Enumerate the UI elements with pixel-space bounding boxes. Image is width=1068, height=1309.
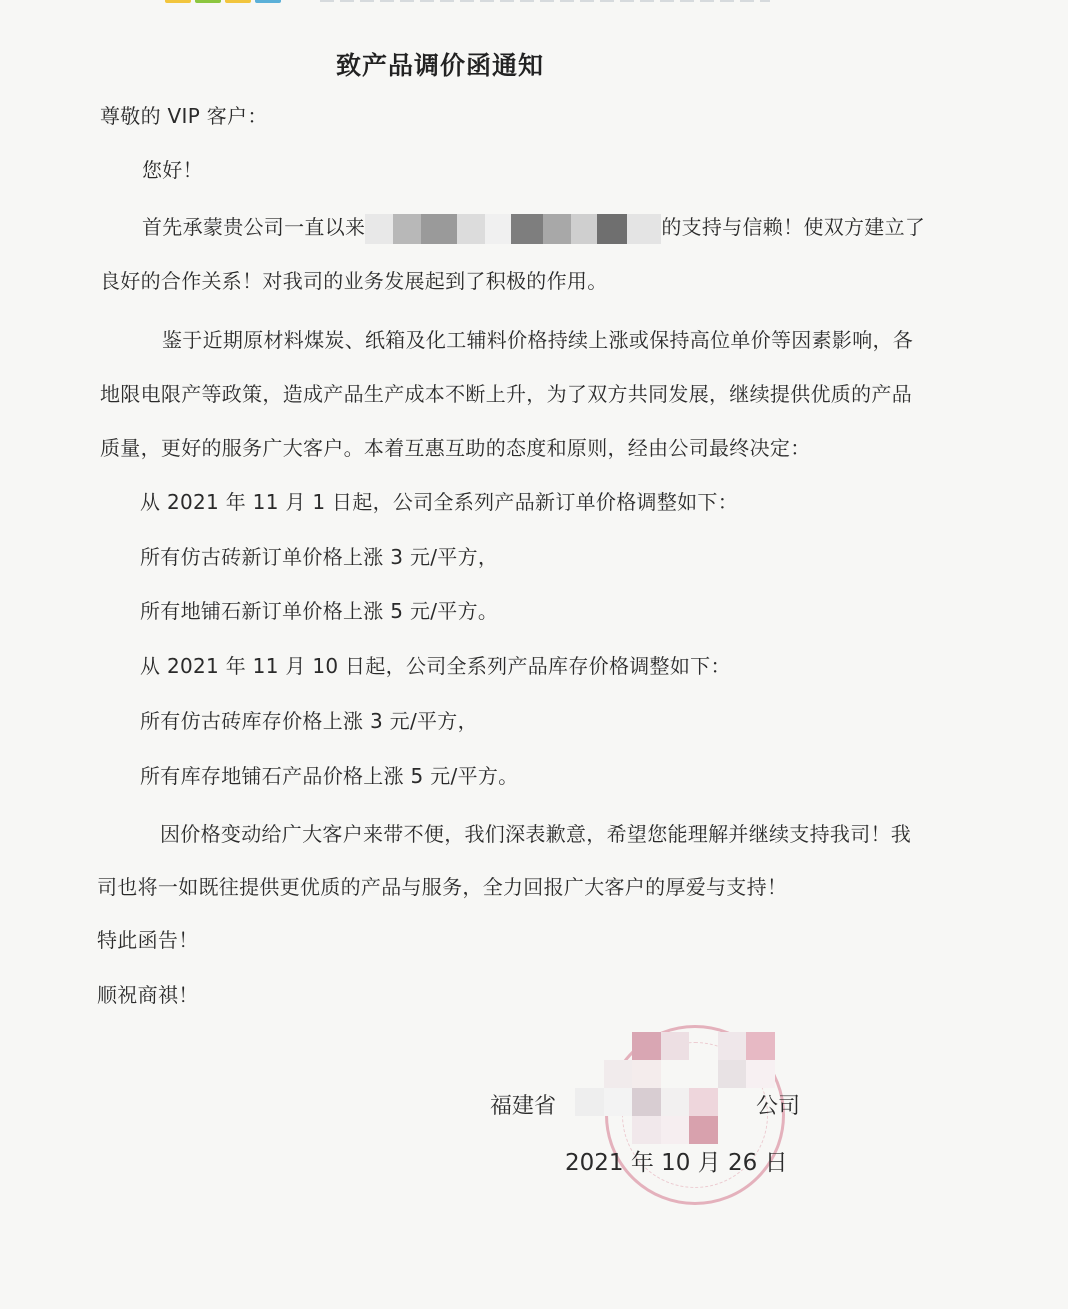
adjustment-1-item-a: 所有仿古砖新订单价格上涨 3 元/平方， [140, 545, 499, 569]
paragraph-1-line-2: 良好的合作关系！对我司的业务发展起到了积极的作用。 [100, 269, 608, 293]
apology-line-2: 司也将一如既往提供更优质的产品与服务，全力回报广大客户的厚爱与支持！ [97, 875, 788, 899]
letterhead-text-fragment [320, 0, 770, 2]
signature-date: 2021 年 10 月 26 日 [565, 1150, 788, 1176]
paragraph-2-line-3: 质量，更好的服务广大客户。本着互惠互助的态度和原则，经由公司最终决定： [100, 436, 811, 460]
signature-company-end: 公司 [756, 1094, 801, 1119]
adjustment-2-item-b: 所有库存地铺石产品价格上涨 5 元/平方。 [140, 764, 519, 788]
paragraph-2-line-1: 鉴于近期原材料煤炭、纸箱及化工辅料价格持续上涨或保持高位单价等因素影响，各 [162, 328, 914, 352]
closing-regards: 顺祝商祺！ [97, 983, 199, 1007]
adjustment-1-item-b: 所有地铺石新订单价格上涨 5 元/平方。 [140, 599, 499, 623]
paragraph-1-start: 首先承蒙贵公司一直以来 [142, 215, 366, 239]
letterhead-logo-strip [165, 0, 281, 3]
paragraph-1-line-1 [142, 213, 925, 244]
greeting: 您好！ [142, 158, 203, 182]
adjustment-2-item-a: 所有仿古砖库存价格上涨 3 元/平方， [140, 709, 478, 733]
salutation: 尊敬的 VIP 客户： [100, 104, 268, 128]
adjustment-2-heading: 从 2021 年 11 月 10 日起，公司全系列产品库存价格调整如下： [140, 654, 731, 678]
redacted-seal-mosaic [575, 1032, 775, 1144]
redacted-company-name [365, 214, 661, 244]
closing-notice: 特此函告！ [97, 928, 199, 952]
apology-line-1: 因价格变动给广大客户来带不便，我们深表歉意，希望您能理解并继续支持我司！我 [160, 822, 912, 846]
letter-title: 致产品调价函通知 [336, 51, 545, 80]
adjustment-1-heading: 从 2021 年 11 月 1 日起，公司全系列产品新订单价格调整如下： [140, 490, 739, 514]
signature-company [490, 1092, 800, 1122]
signature-company-start: 福建省 [490, 1094, 557, 1119]
paragraph-1-end: 的支持与信赖！使双方建立了 [661, 215, 926, 239]
paragraph-2-line-2: 地限电限产等政策，造成产品生产成本不断上升，为了双方共同发展，继续提供优质的产品 [100, 382, 912, 406]
